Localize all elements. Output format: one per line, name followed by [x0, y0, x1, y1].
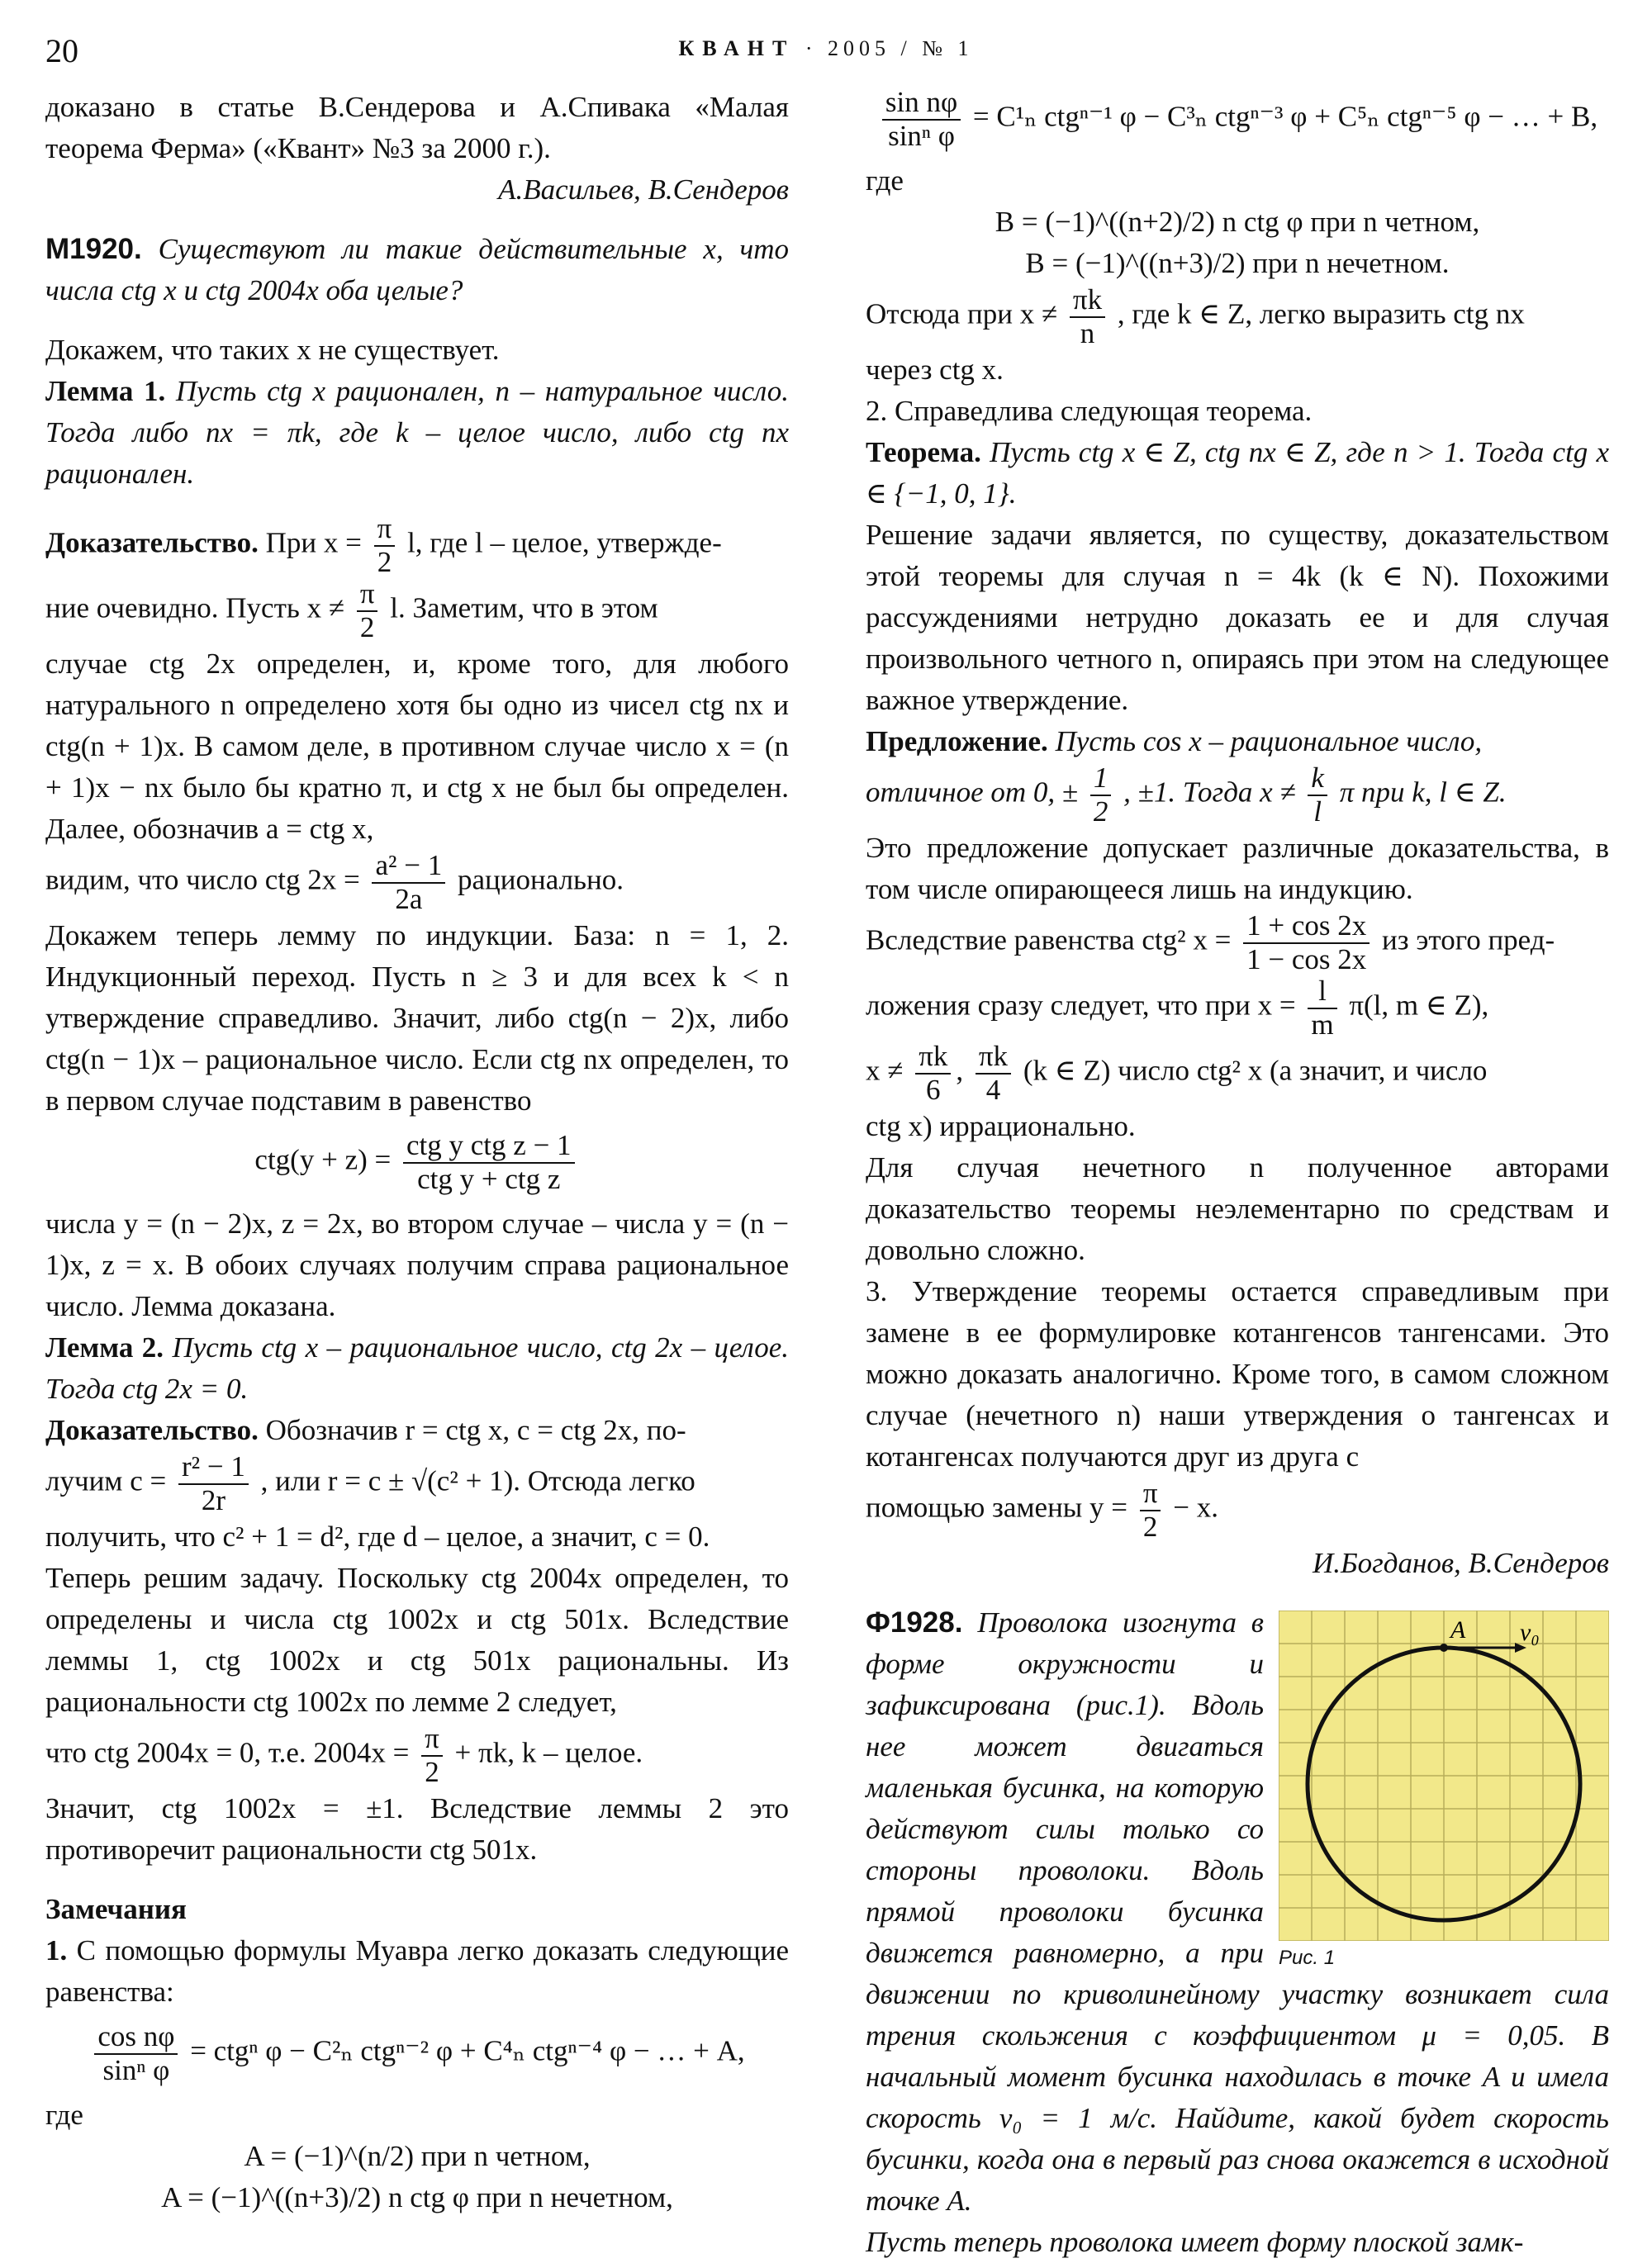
theorem: [866, 432, 1609, 515]
problem-f1928-label: Ф1928.: [866, 1606, 963, 1639]
B-odd-formula: B = (−1)^((n+3)/2) при n нечетном.: [1025, 247, 1450, 279]
frac-num: a² − 1: [372, 850, 445, 884]
proposition-text-b2: , ±1. Тогда x ≠: [1123, 776, 1296, 809]
solution-text-a: что ctg 2004x = 0, т.е. 2004x =: [45, 1736, 410, 1769]
frac-num: cos nφ: [94, 2021, 178, 2055]
proof1-text-c: ние очевидно. Пусть x ≠: [45, 591, 345, 624]
frac-den: 2r: [201, 1483, 225, 1516]
sin-rhs: = C¹ₙ ctgⁿ⁻¹ φ − C³ₙ ctgⁿ⁻³ φ + C⁵ₙ ctgⁿ⁻⁵ φ − … + B,: [972, 100, 1598, 133]
frac-num: πk: [976, 1041, 1011, 1075]
pi-over-2-fraction: [357, 578, 378, 643]
cos2x-fraction: [1243, 910, 1370, 975]
frac-num: πk: [915, 1041, 951, 1075]
induction-paragraph: Докажем теперь лемму по индукции. База: n = 1, 2. Индукционный переход. Пусть n ≥ 3 и для всех k < n утверждение справедливо. Значит, либо ctg(n − 2)x, либо ctg(n − 1)x – рациональное число. Если ctg nx определен, то в первом случае подставим в равенство: [45, 919, 789, 1117]
proof2-line3: получить, что c² + 1 = d², где d – целое, а значит, c = 0.: [45, 1521, 710, 1553]
authors-vasiliev: А.Васильев, В.Сендеров: [498, 173, 789, 206]
problem-m1920: [45, 229, 789, 311]
lemma2: [45, 1327, 789, 1410]
problem-text: Существуют ли такие действительные x, что числа ctg x и ctg 2004x оба целые?: [45, 233, 790, 306]
frac-den: sinⁿ φ: [888, 119, 955, 152]
proof2-line1: [45, 1410, 789, 1451]
ctg-sum-formula: [45, 1130, 789, 1195]
pi-over-2-fraction: [374, 513, 396, 578]
frac-num: 1 + cos 2x: [1243, 910, 1370, 944]
label-A: A: [1450, 1616, 1466, 1644]
replace-text-b: − x.: [1173, 1491, 1218, 1524]
figure-1: [1279, 1611, 1609, 1972]
frac-num: l: [1308, 975, 1336, 1009]
B-even-formula: B = (−1)^((n+2)/2) n ctg φ при n четном,: [995, 206, 1480, 238]
hence-line2: через ctg x.: [866, 353, 1004, 386]
problem-f1928-text2: Пусть теперь проволока имеет форму плоской замк-: [866, 2226, 1524, 2258]
proof1-ctg2x: [45, 850, 789, 915]
figure-caption: Рис. 1: [1279, 1947, 1336, 1969]
pik-over-n-fraction: [1070, 284, 1105, 349]
theorem-label: Теорема.: [866, 436, 981, 468]
proposition-text-b1: отличное от 0, ±: [866, 776, 1079, 809]
problem-f1928: [866, 1602, 1609, 2263]
proof1-line2: [45, 578, 789, 643]
A-odd-formula: A = (−1)^((n+3)/2) n ctg φ при n нечетном,: [161, 2181, 673, 2213]
frac-num: π: [421, 1723, 443, 1757]
lemma2-text: Пусть ctg x – рациональное число, ctg 2x – целое. Тогда ctg 2x = 0.: [45, 1331, 790, 1405]
follows-text-a: ложения сразу следует, что при x =: [866, 989, 1296, 1022]
remark1-text: С помощью формулы Муавра легко доказать следующие равенства:: [45, 1934, 790, 2008]
left-column: [45, 87, 789, 2218]
frac-den: ctg y + ctg z: [417, 1162, 561, 1195]
equality-line: [866, 910, 1609, 975]
right-column: [866, 87, 1609, 2263]
pik-over-4-fraction: [976, 1041, 1011, 1106]
one-half-fraction: [1090, 762, 1112, 828]
follows-text-b: π(l, m ∈ Z),: [1349, 989, 1489, 1022]
pi-over-2-fraction: [421, 1723, 443, 1788]
proposition-label: Предложение.: [866, 725, 1048, 757]
frac-num: π: [374, 513, 396, 547]
ctg2x-text-a: видим, что число ctg 2x =: [45, 863, 360, 896]
problem-f1928-text: Проволока изогнута в форме окружности и зафиксирована (рис.1). Вдоль нее может двигаться маленькая бусинка, на которую действуют силы только со стороны проволоки. Вдоль прямой проволоки бусинка движется равномерно, а при движении по криволинейному участку возникает сила трения скольжения с коэффициентом μ = 0,05. В начальный момент бусинка находилась в точке A и имела скорость v₀ = 1 м/с. Найдите, какой будет скорость бусинки, когда она в первый раз снова окажется в исходной точке A.: [866, 1606, 1609, 2217]
frac-num: sin nφ: [882, 87, 961, 121]
proposition-text: Пусть cos x – рациональное число,: [1055, 725, 1483, 757]
proof1-line1: [45, 513, 789, 578]
replace-line: [866, 1478, 1609, 1543]
frac-den: l: [1313, 795, 1322, 828]
proof2-text-b2: , или r = c ± √(c² + 1). Отсюда легко: [260, 1464, 695, 1497]
proof1-text-b: l, где l – целое, утвержде-: [407, 526, 722, 559]
claim-paragraph: Докажем, что таких x не существует.: [45, 334, 500, 366]
solution-line2: [45, 1723, 789, 1788]
pik-over-6-fraction: [915, 1041, 951, 1106]
frac-den: m: [1311, 1008, 1334, 1041]
moivre-cos-formula: [45, 2021, 789, 2086]
proof2-label: Доказательство.: [45, 1414, 259, 1446]
frac-den: 4: [985, 1073, 1001, 1106]
solution-paragraph: Теперь решим задачу. Поскольку ctg 2004x определен, то определены и числа ctg 1002x и ctg 501x. Вследствие леммы 1, ctg 1002x и ctg 501x рациональны. Из рациональности ctg 1002x по лемме 2 следует,: [45, 1562, 789, 1718]
intro-paragraph: доказано в статье В.Сендерова и А.Спивака «Малая теорема Ферма» («Квант» №3 за 2000 г.).: [45, 91, 789, 164]
frac-den: 2: [1093, 795, 1108, 828]
frac-den: 1 − cos 2x: [1246, 942, 1367, 975]
irrational-line: ctg x) иррационально.: [866, 1110, 1136, 1142]
frac-den: sinⁿ φ: [102, 2053, 170, 2086]
issue-number: 2005 / № 1: [828, 36, 974, 60]
proof2-line2: [45, 1451, 789, 1516]
hence-text-b: , где k ∈ Z, легко выразить ctg nx: [1117, 297, 1525, 330]
odd-case-paragraph: Для случая нечетного n полученное авторами доказательство теоремы неэлементарно по средствам и довольно сложно.: [866, 1151, 1609, 1266]
proof1-label: Доказательство.: [45, 526, 259, 559]
frac-num: r² − 1: [178, 1451, 249, 1485]
frac-den: 2: [377, 545, 392, 578]
theorem-text: Пусть ctg x ∈ Z, ctg nx ∈ Z, где n > 1. Тогда ctg x ∈ {−1, 0, 1}.: [866, 436, 1609, 510]
ne-text-b: (k ∈ Z) число ctg² x (а значит, и число: [1023, 1054, 1488, 1087]
cos-rhs: = ctgⁿ φ − C²ₙ ctgⁿ⁻² φ + C⁴ₙ ctgⁿ⁻⁴ φ − … + A,: [190, 2034, 745, 2067]
frac-num: π: [1140, 1478, 1161, 1511]
lemma2-label: Лемма 2.: [45, 1331, 164, 1364]
ne-text-a: x ≠: [866, 1054, 904, 1087]
after-formula-paragraph: числа y = (n − 2)x, z = 2x, во втором случае – числа y = (n − 1)x, z = x. В обоих случаях получим справа рациональное число. Лемма доказана.: [45, 1207, 789, 1322]
pi-over-2-fraction: [1140, 1478, 1161, 1543]
remark3-paragraph: 3. Утверждение теоремы остается справедливым при замене в ее формулировке котангенсов тангенсами. Это можно доказать аналогично. Кроме того, в самом сложном случае (нечетного n) наши утверждения о тангенсах и котангенсах получаются друг из друга с: [866, 1275, 1609, 1473]
solution-discussion: Решение задачи является, по существу, доказательством этой теоремы для случая n = 4k (k ∈ N). Похожими рассуждениями нетрудно доказать ее и для случая произвольного четного n, опираясь при этом на следующее важное утверждение.: [866, 519, 1609, 716]
solution-text-b: + πk, k – целое.: [454, 1736, 643, 1769]
hence-text-a: Отсюда при x ≠: [866, 297, 1058, 330]
where-label: где: [866, 164, 904, 197]
frac-den: 2: [359, 610, 375, 643]
k-over-l-fraction: [1308, 762, 1327, 828]
remark1-number: 1.: [45, 1934, 68, 1966]
frac-den: 2: [1142, 1510, 1158, 1543]
proof2-text-a: Обозначив r = ctg x, c = ctg 2x, по-: [265, 1414, 686, 1446]
proposition-line2: [866, 762, 1609, 828]
proof1-text-d: l. Заметим, что в этом: [390, 591, 658, 624]
formula-fraction: [403, 1130, 575, 1195]
frac-num: k: [1308, 762, 1327, 796]
lemma1: [45, 371, 789, 495]
head-separator: ·: [805, 36, 818, 60]
frac-den: n: [1080, 316, 1095, 349]
remark2: 2. Справедлива следующая теорема.: [866, 395, 1313, 427]
authors-bogdanov: И.Богданов, В.Сендеров: [1312, 1547, 1609, 1579]
moivre-sin-formula: [866, 87, 1609, 152]
frac-den: 2a: [395, 882, 423, 915]
frac-den: 6: [926, 1073, 941, 1106]
proposition: [866, 721, 1609, 762]
proof2-text-b1: лучим c =: [45, 1464, 167, 1497]
ne-line: x ≠ $\frac{\pi k}{6}$ , $\frac{\pi k}{4}$ (k ∈ Z) число ctg² x (а значит, и число: [866, 1040, 1488, 1106]
proof1-text-a: При x =: [265, 526, 362, 559]
solution-line3: Значит, ctg 1002x = ±1. Вследствие леммы 2 это противоречит рациональности ctg 501x.: [45, 1792, 789, 1866]
proposition-text-b3: π при k, l ∈ Z.: [1339, 776, 1507, 809]
A-even-formula: A = (−1)^(n/2) при n четном,: [244, 2140, 591, 2172]
equality-text-a: Вследствие равенства ctg² x =: [866, 923, 1232, 956]
remark1: [45, 1930, 789, 2013]
frac-num: πk: [1070, 284, 1105, 318]
c-fraction: [178, 1451, 249, 1516]
frac-num: 1: [1090, 762, 1112, 796]
ctg2x-text-b: рационально.: [458, 863, 624, 896]
page-number: 20: [45, 32, 78, 69]
frac-num: ctg y ctg z − 1: [403, 1130, 575, 1164]
lemma1-label: Лемма 1.: [45, 375, 166, 407]
cos-fraction: [94, 2021, 178, 2086]
problem-label: М1920.: [45, 233, 142, 265]
lemma1-text: Пусть ctg x рационален, n – натуральное число. Тогда либо nx = πk, где k – целое число, либо ctg nx рационален.: [45, 375, 789, 490]
replace-text-a: помощью замены y =: [866, 1491, 1128, 1524]
where-label: где: [45, 2099, 83, 2131]
sin-fraction: [882, 87, 961, 152]
circle-wire-diagram: [1279, 1611, 1609, 1941]
proposition-discussion: Это предложение допускает различные доказательства, в том числе опирающееся лишь на индукцию.: [866, 832, 1609, 905]
equality-text-b: из этого пред-: [1382, 923, 1555, 956]
frac-den: 2: [425, 1755, 439, 1788]
proof1-rest: случае ctg 2x определен, и, кроме того, для любого натурального n определено хотя бы одно из чисел ctg nx и ctg(n + 1)x. В самом деле, в противном случае число x = (n + 1)x − nx было бы кратно π, и ctg x не был бы определен. Далее, обозначив a = ctg x,: [45, 648, 789, 845]
formula-lhs: ctg(y + z) =: [254, 1143, 392, 1176]
hence-line: [866, 284, 1609, 349]
frac-num: π: [357, 578, 378, 612]
label-v0: v₀: [1520, 1619, 1540, 1646]
remarks-heading: Замечания: [45, 1893, 187, 1925]
ctg2x-fraction: [372, 850, 445, 915]
journal-title: КВАНТ: [678, 36, 795, 60]
l-over-m-fraction: [1308, 975, 1336, 1041]
running-head: [0, 36, 1652, 61]
follows-line: [866, 975, 1609, 1041]
